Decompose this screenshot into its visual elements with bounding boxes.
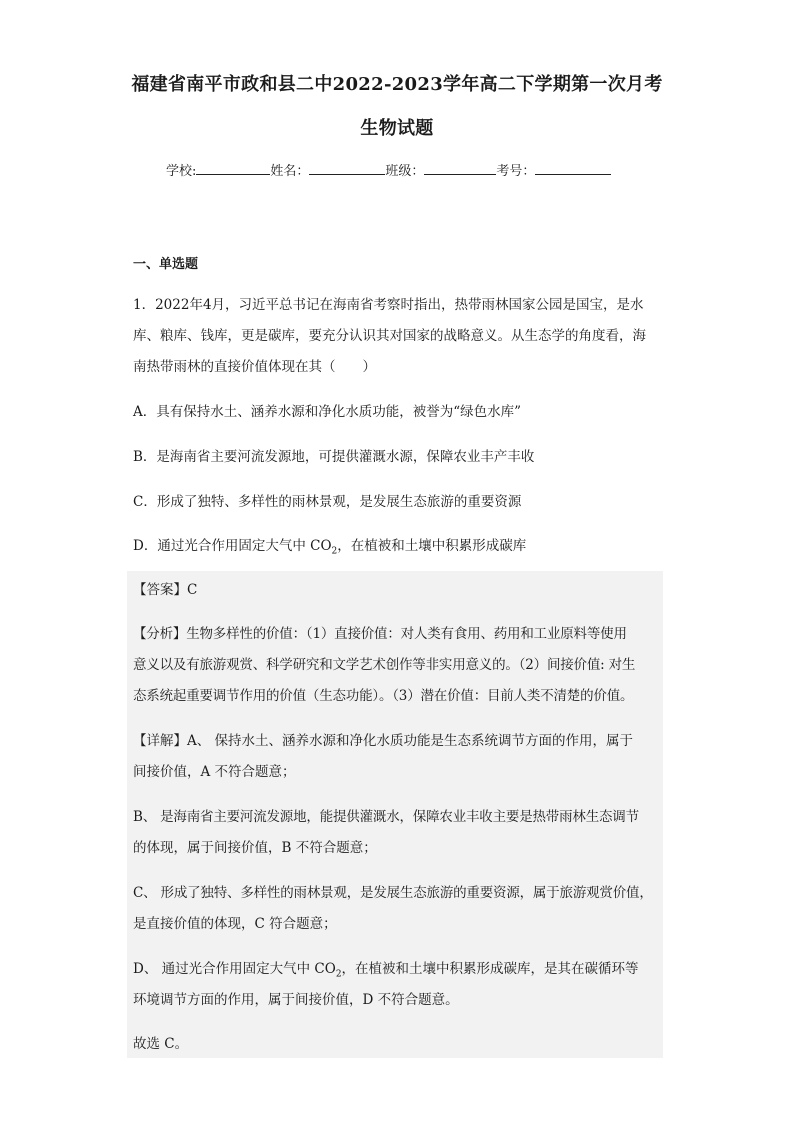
detail-line: 【详解】A、 保持水土、涵养水源和净化水质功能是生态系统调节方面的作用，属于 (133, 733, 634, 749)
option-b: B．是海南省主要河流发源地，可提供灌溉水源，保障农业丰产丰收 (133, 449, 535, 465)
question-line: 库、粮库、钱库，更是碳库，要充分认识其对国家的战略意义。从生态学的角度看，海 (133, 328, 646, 344)
page-title: 福建省南平市政和县二中2022-2023学年高二下学期第一次月考 (131, 74, 663, 95)
conclusion-line: 故选 C。 (133, 1036, 189, 1052)
name-label: 姓名： (270, 164, 310, 179)
detail-line: 环境调节方面的作用，属于间接价值，D 不符合题意。 (133, 992, 459, 1008)
question-line: 南热带雨林的直接价值体现在其（ ） (133, 359, 376, 375)
name-blank (309, 160, 385, 175)
option-d: D．通过光合作用固定大气中 $CO_2$，在植被和土壤中积累形成碳库 (133, 538, 527, 557)
detail-line: 间接价值，A 不符合题意； (133, 764, 296, 780)
question-line: 1．2022年4月，习近平总书记在海南省考察时指出，热带雨林国家公园是国宝，是水 (133, 297, 644, 313)
detail-line: D、 通过光合作用固定大气中 $CO_2$，在植被和土壤中积累形成碳库，是其在碳循环等 (133, 961, 639, 980)
class-label: 班级： (385, 164, 425, 179)
class-blank (424, 160, 496, 175)
number-blank (535, 160, 611, 175)
answer-text: 【答案】C (133, 582, 198, 598)
page-subtitle: 生物试题 (360, 118, 434, 139)
detail-line: C、 形成了独特、多样性的雨林景观，是发展生态旅游的重要资源，属于旅游观赏价值， (133, 885, 653, 901)
section-heading: 一、单选题 (133, 257, 199, 272)
option-a: A．具有保持水土、涵养水源和净化水质功能，被誉为“绿色水库” (133, 404, 522, 420)
detail-line: 是直接价值的体现，C 符合题意； (133, 916, 337, 932)
number-label: 考号： (496, 164, 536, 179)
detail-line: B、 是海南省主要河流发源地，能提供灌溉水，保障农业丰收主要是热带雨林生态调节 (133, 809, 639, 825)
option-c: C．形成了独特、多样性的雨林景观，是发展生态旅游的重要资源 (133, 494, 522, 510)
school-blank (196, 160, 270, 175)
detail-line: 的体现，属于间接价值，B 不符合题意； (133, 840, 377, 856)
analysis-line: 态系统起重要调节作用的价值（生态功能）。（3）潜在价值：目前人类不清楚的价值。 (133, 688, 634, 704)
school-label: 学校: (166, 164, 197, 179)
analysis-line: 【分析】生物多样性的价值：（1）直接价值：对人类有食用、药用和工业原料等使用 (133, 626, 627, 642)
analysis-line: 意义以及有旅游观赏、科学研究和文学艺术创作等非实用意义的。（2）间接价值: 对生 (133, 657, 636, 673)
student-info-row (166, 160, 611, 179)
